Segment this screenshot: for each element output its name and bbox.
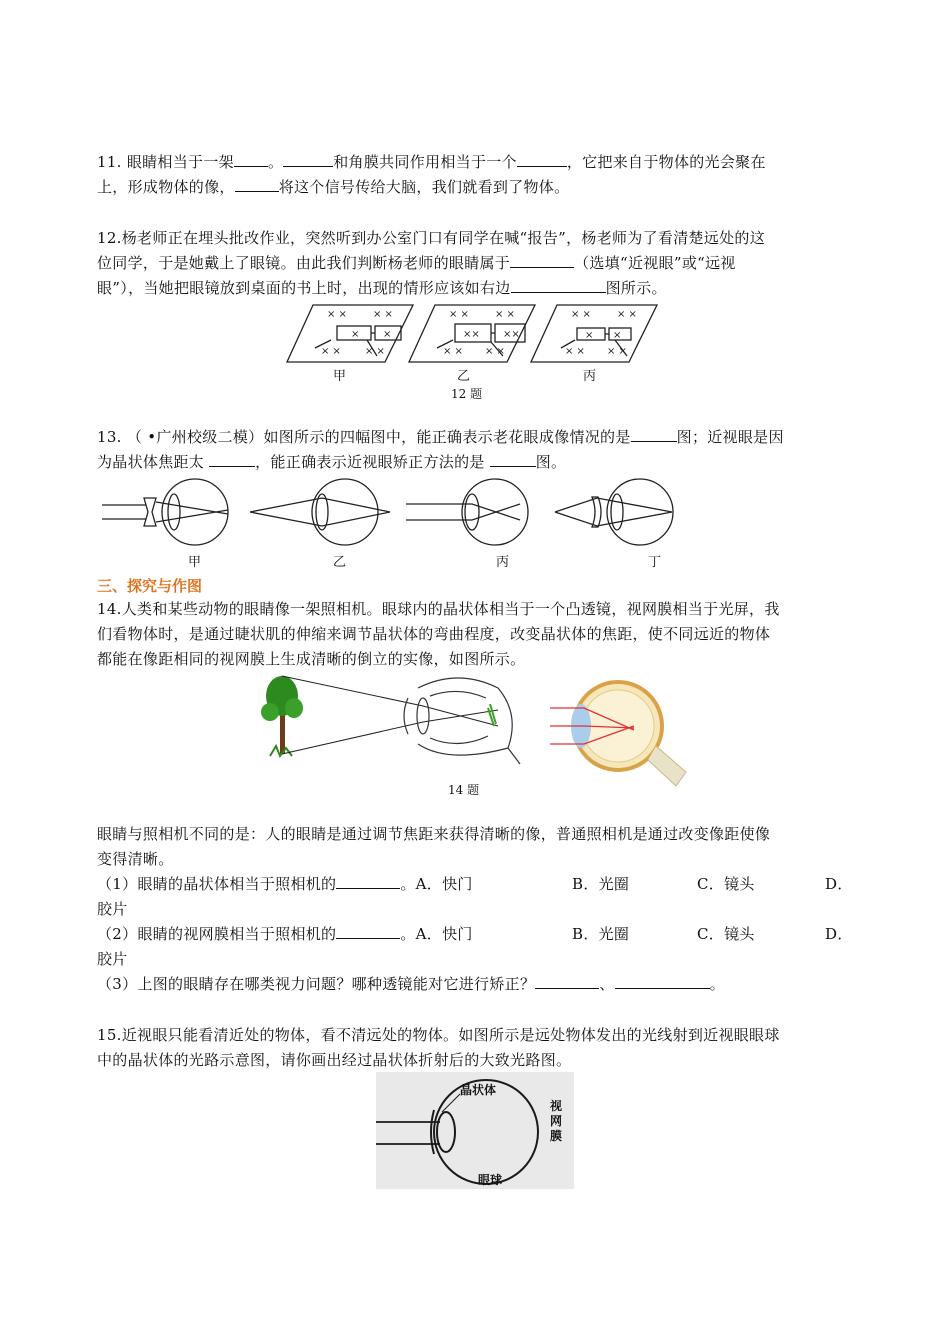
label-ding: 丁 (648, 555, 662, 570)
figure-caption: 12 题 (451, 387, 483, 401)
q14-note: 眼睛与照相机不同的是：人的眼睛是通过调节焦距来获得清晰的像，普通照相机是通过改变像距使像 变得清晰。 (97, 825, 771, 868)
label-jia: 甲 (333, 369, 347, 384)
blank[interactable] (615, 974, 710, 989)
q14-sub1: （1）眼睛的晶状体相当于照相机的 。A．快门 B．光圈 C．镜头 D． 胶片 (97, 875, 853, 918)
svg-text:× ×: × × (321, 346, 341, 357)
blank[interactable] (234, 152, 268, 167)
blank[interactable] (336, 874, 400, 889)
blank[interactable] (490, 452, 536, 467)
svg-text:×: × (383, 329, 392, 340)
blank[interactable] (511, 278, 606, 293)
label-retina-3: 膜 (550, 1129, 563, 1143)
svg-text:× ×: × × (327, 309, 347, 320)
label-yi: 乙 (457, 369, 471, 384)
q12-figure (285, 300, 665, 405)
q13-figure (100, 470, 700, 572)
q15-figure (376, 1072, 574, 1189)
section-heading: 三、探究与作图 (97, 577, 203, 595)
blank[interactable] (510, 253, 574, 268)
figure-caption: 14 题 (448, 783, 480, 797)
q14-figure (258, 668, 698, 800)
blank[interactable] (235, 177, 279, 192)
label-bing: 丙 (583, 369, 597, 384)
q12: 12.杨老师正在埋头批改作业，突然听到办公室门口有同学在喊“报告”，杨老师为了看清楚远处的这 位同学，于是她戴上了眼镜。由此我们判断杨老师的眼睛属于 （选填“近视眼”或“远视 眼”），当她把眼镜放到桌面的书上时，出现的情形应该如右边 图所示。 (97, 229, 765, 297)
svg-text:× ×: × × (443, 346, 463, 357)
svg-text:× ×: × × (449, 309, 469, 320)
svg-text:×: × (585, 330, 594, 341)
q14-sub2: （2）眼睛的视网膜相当于照相机的 。A．快门 B．光圈 C．镜头 D． 胶片 (97, 925, 853, 968)
blank[interactable] (517, 152, 567, 167)
blank[interactable] (336, 924, 400, 939)
q11: 11. 眼睛相当于一架 。 和角膜共同作用相当于一个 ，它把来自于物体的光会聚在 上，形成物体的像， 将这个信号传给大脑，我们就看到了物体。 (97, 153, 766, 196)
q14-sub3: （3）上图的眼睛存在哪类视力问题？哪种透镜能对它进行矫正？ 、 。 (97, 975, 725, 993)
label-bing: 丙 (496, 555, 510, 570)
q15: 15.近视眼只能看清近处的物体，看不清远处的物体。如图所示是远处物体发出的光线射到近视眼眼球 中的晶状体的光路示意图，请你画出经过晶状体折射后的大致光路图。 (97, 1026, 780, 1069)
q13: 13. （ •广州校级二模）如图所示的四幅图中，能正确表示老花眼成像情况的是 图；近视眼是因 为晶状体焦距太 ，能正确表示近视眼矫正方法的是 图。 (97, 428, 784, 471)
svg-text:× ×: × × (565, 346, 585, 357)
blank[interactable] (535, 974, 599, 989)
blank[interactable] (209, 452, 255, 467)
svg-text:× ×: × × (485, 346, 505, 357)
svg-text:× ×: × × (617, 309, 637, 320)
svg-text:× ×: × × (373, 309, 393, 320)
label-eyeball: 眼球 (478, 1173, 503, 1187)
label-yi: 乙 (333, 555, 347, 570)
label-retina-1: 视 (550, 1099, 563, 1113)
q14: 14.人类和某些动物的眼睛像一架照相机。眼球内的晶状体相当于一个凸透镜，视网膜相当于光屏，我 们看物体时，是通过睫状肌的伸缩来调节晶状体的弯曲程度，改变晶状体的焦距，使不同远近的物体 都能在像距相同的视网膜上生成清晰的倒立的实像，如图所示。 (97, 600, 780, 668)
svg-text:××: ×× (463, 329, 480, 340)
label-jia: 甲 (188, 555, 202, 570)
blank[interactable] (631, 427, 677, 442)
blank[interactable] (283, 152, 333, 167)
svg-text:× ×: × × (495, 309, 515, 320)
svg-text:× ×: × × (571, 309, 591, 320)
svg-text:××: ×× (503, 329, 520, 340)
svg-text:×: × (613, 330, 622, 341)
svg-text:× ×: × × (365, 346, 385, 357)
label-retina-2: 网 (550, 1114, 563, 1128)
svg-text:×: × (351, 329, 360, 340)
label-lens: 晶状体 (460, 1083, 497, 1097)
svg-text:× ×: × × (607, 346, 627, 357)
